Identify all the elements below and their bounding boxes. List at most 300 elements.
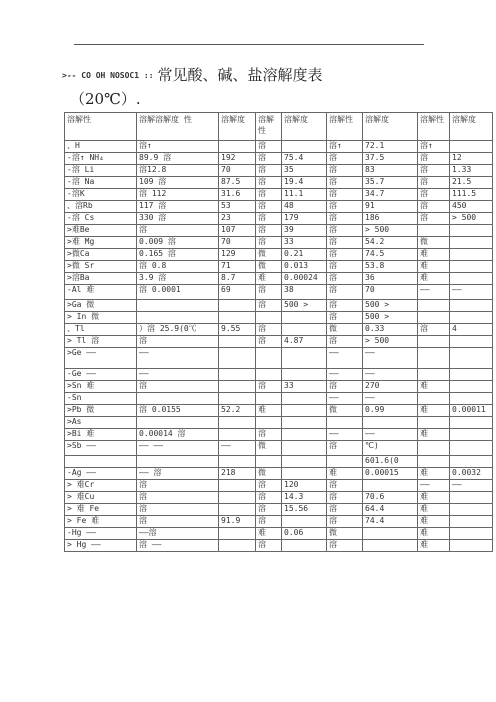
table-header-row	[65, 113, 493, 141]
table-header-cell: 溶解性	[256, 113, 282, 141]
table-cell	[256, 393, 282, 405]
table-cell	[363, 540, 418, 552]
table-cell	[219, 456, 256, 468]
table-cell: 0.00015	[363, 468, 418, 480]
table-cell: ——	[418, 480, 450, 492]
table-cell: 溶	[137, 504, 219, 516]
table-cell: —— 溶	[137, 468, 219, 480]
table-cell: >Ga 微	[65, 300, 137, 312]
table-cell	[282, 348, 327, 369]
table-cell: > 500	[363, 336, 418, 348]
table-cell: 35.7	[363, 177, 418, 189]
table-cell	[137, 300, 219, 312]
table-cell: 0.06	[282, 528, 327, 540]
table-cell: 溶	[137, 225, 219, 237]
table-cell: 溶	[327, 261, 363, 273]
table-row	[65, 177, 493, 189]
table-cell: 64.4	[363, 504, 418, 516]
table-cell: 微	[418, 237, 450, 249]
table-cell: 36	[363, 273, 418, 285]
table-cell: -Ge ——	[65, 369, 137, 381]
table-cell: ——	[327, 429, 363, 441]
table-row	[65, 492, 493, 504]
table-cell: > 500	[450, 213, 493, 225]
table-cell: 、H	[65, 141, 137, 153]
table-cell: 溶	[327, 189, 363, 201]
table-cell	[219, 336, 256, 348]
table-cell: 8.7	[219, 273, 256, 285]
table-cell: > Hg ——	[65, 540, 137, 552]
table-cell	[450, 492, 493, 504]
table-cell: 溶	[137, 492, 219, 504]
table-row	[65, 285, 493, 300]
table-cell: 溶	[327, 480, 363, 492]
table-cell: 溶	[418, 213, 450, 225]
table-cell	[282, 441, 327, 456]
table-cell: 溶	[327, 504, 363, 516]
table-cell	[450, 336, 493, 348]
table-cell	[418, 225, 450, 237]
table-cell: 溶↑	[137, 141, 219, 153]
table-row	[65, 468, 493, 480]
table-row	[65, 312, 493, 324]
table-cell	[450, 429, 493, 441]
table-cell: 难	[256, 273, 282, 285]
table-cell	[450, 348, 493, 369]
table-cell: 溶 ——	[137, 540, 219, 552]
table-cell	[282, 405, 327, 417]
table-cell: > In 微	[65, 312, 137, 324]
table-cell: 33	[282, 381, 327, 393]
table-cell	[219, 492, 256, 504]
table-cell: 31.6	[219, 189, 256, 201]
table-cell: ——	[363, 393, 418, 405]
table-cell: 溶	[256, 480, 282, 492]
table-cell	[450, 225, 493, 237]
table-cell: ——溶	[137, 528, 219, 540]
table-cell: >Sn 难	[65, 381, 137, 393]
table-cell: 溶	[327, 516, 363, 528]
table-cell: 难	[418, 492, 450, 504]
table-cell: 0.0032	[450, 468, 493, 480]
table-cell: 74.4	[363, 516, 418, 528]
table-cell	[219, 429, 256, 441]
table-cell: 溶	[327, 201, 363, 213]
table-cell: ——	[137, 348, 219, 369]
table-cell: 溶	[418, 201, 450, 213]
table-cell: ——	[418, 285, 450, 300]
title-prefix: >-- CO OH NOSOC1 ::	[62, 71, 154, 80]
table-cell: 微	[256, 441, 282, 456]
table-cell: 70	[363, 285, 418, 300]
table-cell: 微	[256, 468, 282, 480]
table-cell: 溶	[256, 492, 282, 504]
table-cell: >难Be	[65, 225, 137, 237]
table-row	[65, 348, 493, 369]
table-cell: 179	[282, 213, 327, 225]
table-header-cell: 溶解度	[282, 113, 327, 141]
table-cell	[256, 348, 282, 369]
table-cell: 70	[219, 165, 256, 177]
table-cell: 溶	[327, 381, 363, 393]
table-cell: 192	[219, 153, 256, 165]
table-cell: 14.3	[282, 492, 327, 504]
table-cell: 溶	[256, 300, 282, 312]
table-cell: >Pb 微	[65, 405, 137, 417]
top-rule	[74, 44, 424, 45]
table-cell: 23	[219, 213, 256, 225]
table-row	[65, 261, 493, 273]
table-cell: 91.9	[219, 516, 256, 528]
table-cell: 溶	[418, 189, 450, 201]
table-cell	[450, 249, 493, 261]
table-cell: 11.1	[282, 189, 327, 201]
table-cell	[282, 393, 327, 405]
table-cell: 溶	[137, 381, 219, 393]
table-row	[65, 324, 493, 336]
table-cell	[282, 141, 327, 153]
title-main: 常见酸、碱、盐溶解度表	[157, 66, 323, 84]
table-row	[65, 153, 493, 165]
table-cell: 溶	[418, 324, 450, 336]
table-row	[65, 300, 493, 312]
table-cell: >Ge ——	[65, 348, 137, 369]
table-cell: 186	[363, 213, 418, 225]
table-cell: 53	[219, 201, 256, 213]
table-cell	[450, 237, 493, 249]
table-cell	[418, 456, 450, 468]
table-cell	[450, 273, 493, 285]
table-cell	[450, 504, 493, 516]
table-cell: > 500	[363, 225, 418, 237]
table-cell: 溶	[418, 165, 450, 177]
table-row	[65, 504, 493, 516]
table-cell: 难	[418, 540, 450, 552]
table-cell: 109 溶	[137, 177, 219, 189]
table-cell: 0.009 溶	[137, 237, 219, 249]
table-cell	[327, 417, 363, 429]
table-cell: 91	[363, 201, 418, 213]
table-cell: 9.55	[219, 324, 256, 336]
table-cell: 500 >	[282, 300, 327, 312]
table-cell: > Tl 溶	[65, 336, 137, 348]
table-cell: 4.87	[282, 336, 327, 348]
table-cell: -Ag ——	[65, 468, 137, 480]
solubility-table	[64, 112, 493, 552]
table-cell	[282, 540, 327, 552]
table-cell: 溶	[256, 189, 282, 201]
table-cell: 35	[282, 165, 327, 177]
table-cell: 0.00014 溶	[137, 429, 219, 441]
table-cell	[219, 393, 256, 405]
table-cell: 83	[363, 165, 418, 177]
table-cell	[450, 528, 493, 540]
table-cell: 难	[256, 528, 282, 540]
table-cell	[450, 300, 493, 312]
table-row	[65, 540, 493, 552]
table-cell	[65, 456, 137, 468]
table-cell: 溶12.8	[137, 165, 219, 177]
table-cell: 21.5	[450, 177, 493, 189]
table-cell: 溶	[327, 177, 363, 189]
table-cell	[450, 456, 493, 468]
table-cell: -Al 难	[65, 285, 137, 300]
table-cell	[450, 369, 493, 381]
table-cell: 12	[450, 153, 493, 165]
table-cell: 89.9 溶	[137, 153, 219, 165]
table-cell	[418, 393, 450, 405]
table-header-cell: 溶解性	[65, 113, 137, 141]
table-cell: 溶	[256, 153, 282, 165]
table-cell	[137, 312, 219, 324]
table-cell	[282, 429, 327, 441]
table-cell: ℃)	[363, 441, 418, 456]
table-header-cell: 溶解度	[450, 113, 493, 141]
table-cell	[450, 312, 493, 324]
table-cell	[219, 480, 256, 492]
table-cell	[450, 381, 493, 393]
table-cell: >溶Ba	[65, 273, 137, 285]
table-cell: 难	[327, 468, 363, 480]
table-cell: 120	[282, 480, 327, 492]
table-cell	[450, 141, 493, 153]
table-cell: 溶	[256, 225, 282, 237]
table-row	[65, 369, 493, 381]
table-row	[65, 417, 493, 429]
table-cell: 溶	[327, 285, 363, 300]
table-cell	[137, 417, 219, 429]
table-cell: 74.5	[363, 249, 418, 261]
table-cell	[282, 468, 327, 480]
table-cell	[219, 381, 256, 393]
table-cell: 溶	[327, 237, 363, 249]
table-cell: 溶	[256, 201, 282, 213]
table-row	[65, 441, 493, 456]
table-cell	[219, 300, 256, 312]
table-cell: 难	[256, 405, 282, 417]
table-cell: ——	[327, 393, 363, 405]
table-cell	[450, 540, 493, 552]
table-cell: >Bi 难	[65, 429, 137, 441]
table-cell: ）溶 25.9(0℃	[137, 324, 219, 336]
table-cell: 19.4	[282, 177, 327, 189]
table-cell: 溶	[256, 336, 282, 348]
table-cell: 难	[418, 405, 450, 417]
table-row	[65, 213, 493, 225]
table-cell: 难	[418, 273, 450, 285]
table-cell	[219, 141, 256, 153]
table-cell: > 难 Fe	[65, 504, 137, 516]
table-cell: >微Ca	[65, 249, 137, 261]
table-cell: 500 >	[363, 300, 418, 312]
table-row	[65, 201, 493, 213]
table-row	[65, 381, 493, 393]
table-cell: > Fe 难	[65, 516, 137, 528]
table-cell: >Sb ——	[65, 441, 137, 456]
table-cell	[418, 441, 450, 456]
table-cell	[256, 369, 282, 381]
table-cell: 54.2	[363, 237, 418, 249]
table-cell	[418, 336, 450, 348]
table-cell: 微	[327, 528, 363, 540]
table-cell: 溶	[327, 492, 363, 504]
table-cell: -Hg ——	[65, 528, 137, 540]
table-cell: 溶 112	[137, 189, 219, 201]
table-cell: 溶	[418, 177, 450, 189]
table-cell	[450, 417, 493, 429]
table-cell: 溶	[256, 429, 282, 441]
table-cell: 溶↑	[327, 141, 363, 153]
table-cell: 0.21	[282, 249, 327, 261]
table-cell: 溶 0.8	[137, 261, 219, 273]
table-cell	[219, 312, 256, 324]
table-cell	[363, 417, 418, 429]
table-cell	[418, 300, 450, 312]
table-cell: 溶	[327, 249, 363, 261]
table-cell: 溶	[418, 153, 450, 165]
table-cell: 微	[327, 405, 363, 417]
table-cell: -溶K	[65, 189, 137, 201]
table-cell: 溶↑	[418, 141, 450, 153]
table-cell: 溶	[256, 285, 282, 300]
table-cell: 53.8	[363, 261, 418, 273]
table-cell	[363, 528, 418, 540]
table-cell: 难	[418, 429, 450, 441]
table-cell: 87.5	[219, 177, 256, 189]
table-cell: 溶	[256, 540, 282, 552]
table-row	[65, 405, 493, 417]
table-cell: 溶	[327, 165, 363, 177]
table-cell	[256, 417, 282, 429]
table-header-cell: 溶解性	[327, 113, 363, 141]
table-cell: 溶	[327, 153, 363, 165]
table-cell: 溶	[256, 177, 282, 189]
table-cell: 107	[219, 225, 256, 237]
table-cell: 117 溶	[137, 201, 219, 213]
table-cell: 溶	[256, 165, 282, 177]
table-row	[65, 249, 493, 261]
table-cell: 溶	[256, 516, 282, 528]
table-cell	[418, 348, 450, 369]
table-cell	[418, 369, 450, 381]
table-cell: 难	[418, 468, 450, 480]
table-cell: 难	[418, 249, 450, 261]
table-cell: 15.56	[282, 504, 327, 516]
table-cell: -溶 Na	[65, 177, 137, 189]
table-row	[65, 429, 493, 441]
table-cell: 450	[450, 201, 493, 213]
table-cell	[219, 417, 256, 429]
table-cell	[418, 417, 450, 429]
table-cell: 溶	[327, 336, 363, 348]
table-cell	[219, 504, 256, 516]
table-cell: 溶	[137, 336, 219, 348]
table-cell: -溶↑ NH₄	[65, 153, 137, 165]
table-cell: 微	[256, 249, 282, 261]
table-cell: ——	[363, 369, 418, 381]
table-cell: 75.4	[282, 153, 327, 165]
table-cell: 、溶Rb	[65, 201, 137, 213]
table-row	[65, 273, 493, 285]
table-cell	[219, 540, 256, 552]
table-cell	[137, 456, 219, 468]
table-cell: ——	[137, 369, 219, 381]
table-cell: 溶	[327, 213, 363, 225]
table-cell	[282, 312, 327, 324]
table-cell: ——	[363, 429, 418, 441]
table-cell: 难	[418, 516, 450, 528]
table-cell: 0.013	[282, 261, 327, 273]
table-cell: 0.00011	[450, 405, 493, 417]
table-cell: 微	[256, 261, 282, 273]
table-cell: >难 Mg	[65, 237, 137, 249]
table-cell: 3.9 溶	[137, 273, 219, 285]
table-cell: 111.5	[450, 189, 493, 201]
table-cell: 601.6(0	[363, 456, 418, 468]
table-cell: 难	[418, 504, 450, 516]
table-cell: 溶	[327, 540, 363, 552]
table-cell: > 难Cu	[65, 492, 137, 504]
table-cell: 微	[327, 324, 363, 336]
table-row	[65, 393, 493, 405]
table-row	[65, 165, 493, 177]
table-cell: 溶	[256, 381, 282, 393]
table-cell: 、Tl	[65, 324, 137, 336]
table-row	[65, 237, 493, 249]
table-cell: 0.33	[363, 324, 418, 336]
table-cell	[256, 456, 282, 468]
table-cell: 溶	[256, 213, 282, 225]
table-cell: 溶 0.0001	[137, 285, 219, 300]
table-cell: 溶	[137, 516, 219, 528]
table-cell: 溶	[327, 312, 363, 324]
table-header-cell: 溶解度	[363, 113, 418, 141]
table-cell	[450, 441, 493, 456]
table-cell	[282, 369, 327, 381]
table-cell: 溶	[256, 324, 282, 336]
table-cell: 溶	[137, 480, 219, 492]
table-cell: 34.7	[363, 189, 418, 201]
table-cell	[327, 456, 363, 468]
table-row	[65, 225, 493, 237]
table-cell: 难	[418, 381, 450, 393]
table-row	[65, 456, 493, 468]
table-cell: 溶	[256, 141, 282, 153]
table-header-cell: 溶解性	[418, 113, 450, 141]
table-cell: 270	[363, 381, 418, 393]
table-cell	[219, 348, 256, 369]
table-cell	[282, 417, 327, 429]
table-row	[65, 189, 493, 201]
page-title	[62, 64, 462, 87]
table-cell: 48	[282, 201, 327, 213]
table-cell: 溶 0.0155	[137, 405, 219, 417]
table-row	[65, 528, 493, 540]
table-cell: 溶	[327, 300, 363, 312]
table-cell	[282, 516, 327, 528]
table-cell	[219, 369, 256, 381]
table-row	[65, 141, 493, 153]
table-cell: -Sn	[65, 393, 137, 405]
table-cell: 37.5	[363, 153, 418, 165]
table-cell: -溶 Li	[65, 165, 137, 177]
table-cell	[450, 393, 493, 405]
table-cell	[450, 516, 493, 528]
table-cell: 33	[282, 237, 327, 249]
table-cell: 溶	[256, 237, 282, 249]
table-row	[65, 480, 493, 492]
table-cell: 52.2	[219, 405, 256, 417]
